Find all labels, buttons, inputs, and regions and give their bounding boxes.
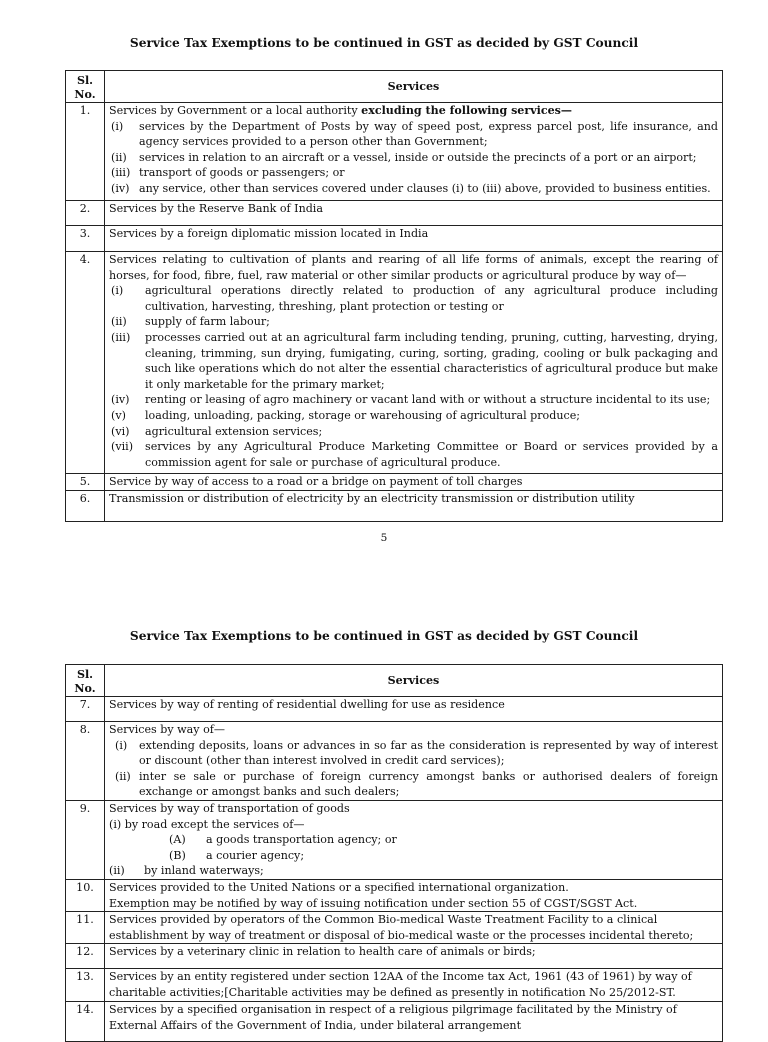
- item-number: (ii): [109, 864, 125, 878]
- row-text: Exemption may be notified by way of issuing notification under section 55 of CGST/SGST Act.: [109, 896, 638, 910]
- row-number: 11.: [66, 912, 105, 944]
- list-item: [109, 330, 718, 392]
- row-services: Services by a veterinary clinic in relation to health care of animals or birds;: [105, 944, 723, 969]
- list-item: [109, 119, 718, 150]
- item-number: (ii): [115, 769, 131, 783]
- row-services: Services provided by operators of the Common Bio-medical Waste Treatment Facility to a clinical establishment by way of treatment or disposal of bio-medical waste or the processes incidental thereto;: [105, 912, 723, 944]
- row-number: 7.: [66, 697, 105, 722]
- row-services: [105, 103, 723, 201]
- item-text: services by the Department of Posts by way of speed post, express parcel post, life insurance, and agency services provided to a person other than Government;: [139, 119, 718, 149]
- row-number: 9.: [66, 801, 105, 880]
- item-text: services by any Agricultural Produce Marketing Committee or Board or services provided by a commission agent for sale or purchase of agricultural produce.: [145, 440, 718, 469]
- item-number: (vii): [111, 440, 134, 454]
- list-item: [109, 283, 718, 314]
- page-number: 5: [380, 532, 388, 544]
- row-number: 3.: [66, 226, 105, 252]
- item-number: (iii): [111, 166, 131, 180]
- sub-item: [109, 832, 718, 848]
- row-number: 1.: [66, 103, 105, 201]
- row-services: [105, 879, 723, 911]
- list-item: [109, 181, 718, 197]
- table-row: [66, 722, 723, 801]
- sub-item-text: a goods transportation agency; or: [206, 833, 397, 847]
- row-services: [105, 252, 723, 474]
- list-item: [109, 769, 718, 800]
- row-number: 8.: [66, 722, 105, 801]
- row-services: Service by way of access to a road or a bridge on payment of toll charges: [105, 474, 723, 491]
- list-item: [109, 738, 718, 769]
- row-services: Services by a foreign diplomatic mission located in India: [105, 226, 723, 252]
- row-number: 2.: [66, 201, 105, 226]
- item-number: (iv): [111, 181, 130, 195]
- table-row: [66, 252, 723, 474]
- item-text: services in relation to an aircraft or a vessel, inside or outside the precincts of a port or an airport;: [139, 150, 697, 164]
- row-services: Services by the Reserve Bank of India: [105, 201, 723, 226]
- list-item: [109, 150, 718, 166]
- list-item: [109, 314, 718, 330]
- header-sl-no: Sl. No.: [66, 665, 105, 697]
- row-number: 12.: [66, 944, 105, 969]
- item-text: renting or leasing of agro machinery or vacant land with or without a structure incidental to its use;: [145, 393, 711, 407]
- item-text: loading, unloading, packing, storage or warehousing of agricultural produce;: [145, 408, 581, 422]
- row-number: 6.: [66, 490, 105, 521]
- row-text: Services by Government or a local authority: [109, 104, 358, 117]
- item-text: agricultural extension services;: [145, 424, 323, 438]
- item-number: (ii): [111, 315, 127, 329]
- table-row: [66, 226, 723, 252]
- item-number: (i): [111, 119, 124, 133]
- header-sl-no: Sl. No.: [66, 71, 105, 103]
- row-services: Services by way of renting of residential dwelling for use as residence: [105, 697, 723, 722]
- row-number: 13.: [66, 969, 105, 1002]
- item-text: by inland waterways;: [144, 864, 264, 878]
- list-item: [109, 439, 718, 470]
- table-row: [66, 201, 723, 226]
- item-number: (iv): [111, 393, 130, 407]
- item-text: supply of farm labour;: [145, 315, 270, 329]
- item-text: processes carried out at an agricultural farm including tending, pruning, cutting, harvesting, drying, cleaning, trimming, sun drying, fumigating, curing, sorting, grading, cooling or bulk packaging and such like operations which do not alter the essential characteristics of agricultural produce but make it only marketable for the primary market;: [145, 330, 718, 391]
- header-services: Services: [105, 71, 723, 103]
- header-services: Services: [105, 665, 723, 697]
- list-item: [109, 165, 718, 181]
- item-number: (i): [111, 284, 124, 298]
- list-item: (i) by road except the services of—: [109, 817, 305, 831]
- item-text: any service, other than services covered under clauses (i) to (iii) above, provided to business entities.: [139, 181, 711, 195]
- item-text: transport of goods or passengers; or: [139, 166, 345, 180]
- sub-item: [109, 848, 718, 864]
- item-text: agricultural operations directly related to production of any agricultural produce including cultivation, harvesting, threshing, plant protection or testing or: [145, 284, 718, 313]
- sub-item-letter: (B): [169, 848, 186, 862]
- row-text: Services by way of transportation of goods: [109, 802, 350, 815]
- table-row: [66, 103, 723, 201]
- page-title: Service Tax Exemptions to be continued in GST as decided by GST Council: [129, 36, 639, 50]
- item-number: (v): [111, 408, 126, 422]
- list-item: [109, 408, 718, 424]
- list-item: [109, 863, 718, 879]
- page-title: Service Tax Exemptions to be continued in GST as decided by GST Council: [129, 629, 639, 643]
- row-number: 4.: [66, 252, 105, 474]
- item-number: (ii): [111, 150, 127, 164]
- table-row: [66, 944, 723, 969]
- list-item: [109, 424, 718, 440]
- list-item: [109, 392, 718, 408]
- table-row: [66, 879, 723, 911]
- row-services: [105, 722, 723, 801]
- row-text: Services provided to the United Nations or a specified international organization.: [109, 880, 569, 894]
- row-services: [105, 801, 723, 880]
- exemptions-table: [65, 70, 723, 522]
- item-text: inter se sale or purchase of foreign currency amongst banks or authorised dealers of foreign exchange or amongst banks and such dealers;: [139, 769, 718, 799]
- sub-item-text: a courier agency;: [206, 848, 305, 862]
- item-number: (iii): [111, 330, 131, 344]
- sub-item-letter: (A): [169, 833, 186, 847]
- row-text: Services by way of—: [109, 723, 225, 736]
- table-row: [66, 1002, 723, 1042]
- row-services: Transmission or distribution of electricity by an electricity transmission or distribution utility: [105, 490, 723, 521]
- row-text-bold: excluding the following services—: [361, 104, 573, 117]
- table-row: [66, 801, 723, 880]
- row-number: 5.: [66, 474, 105, 491]
- table-row: [66, 490, 723, 521]
- item-text: extending deposits, loans or advances in so far as the consideration is represented by way of interest or discount (other than interest involved in credit card services);: [139, 738, 718, 768]
- row-services: Services by a specified organisation in respect of a religious pilgrimage facilitated by the Ministry of External Affairs of the Government of India, under bilateral arrangement: [105, 1002, 723, 1042]
- row-services: Services by an entity registered under section 12AA of the Income tax Act, 1961 (43 of 1961) by way of charitable activities;[Charitable activities may be defined as presently in notification No 25/2012-ST.: [105, 969, 723, 1002]
- item-number: (i): [115, 738, 128, 752]
- row-number: 10.: [66, 879, 105, 911]
- row-number: 14.: [66, 1002, 105, 1042]
- table-row: [66, 697, 723, 722]
- table-row: [66, 474, 723, 491]
- exemptions-table: [65, 664, 723, 1042]
- table-row: [66, 969, 723, 1002]
- table-row: [66, 912, 723, 944]
- row-text: Services relating to cultivation of plants and rearing of all life forms of animals, except the rearing of horses, for food, fibre, fuel, raw material or other similar products or agricultural produce by way of—: [109, 253, 718, 282]
- item-number: (vi): [111, 424, 130, 438]
